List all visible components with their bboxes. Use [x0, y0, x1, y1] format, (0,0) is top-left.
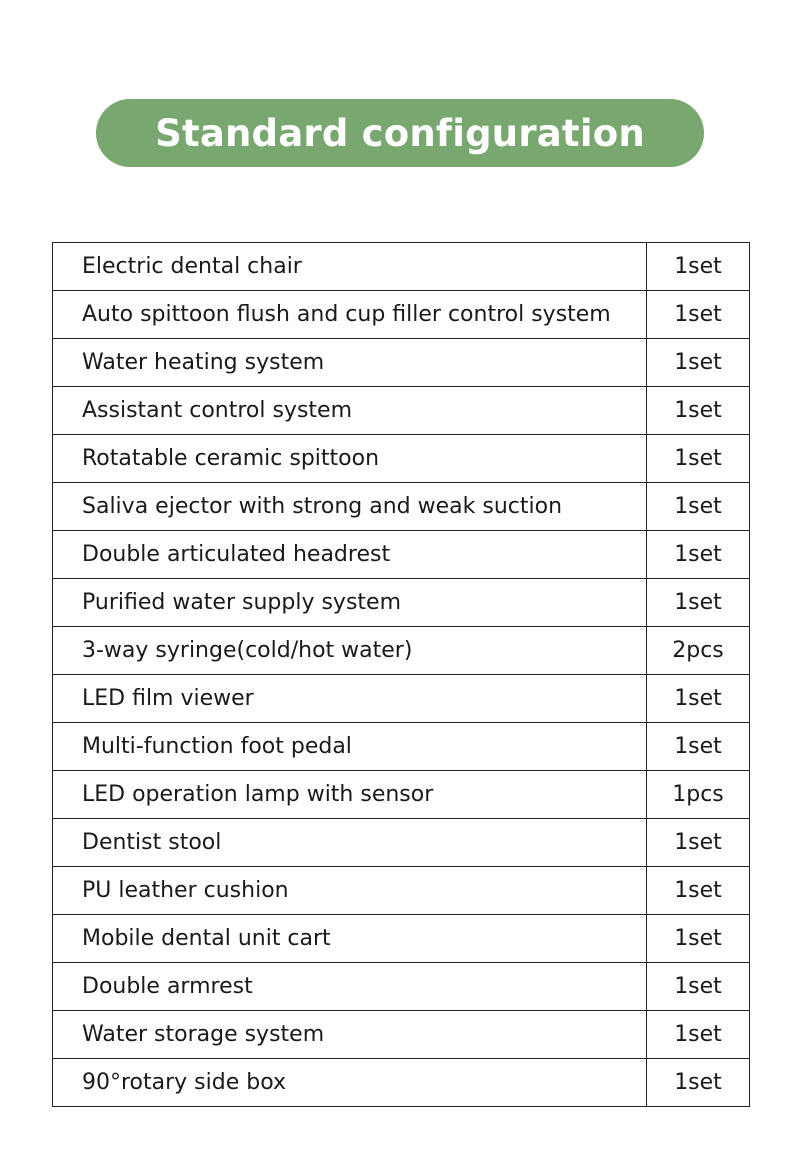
item-quantity: 1set [647, 291, 750, 339]
table-row [53, 483, 750, 531]
item-name: Assistant control system [53, 387, 647, 435]
item-name: Rotatable ceramic spittoon [53, 435, 647, 483]
table-row [53, 435, 750, 483]
item-quantity: 1set [647, 675, 750, 723]
item-quantity: 1set [647, 1059, 750, 1107]
item-name: Water storage system [53, 1011, 647, 1059]
item-quantity: 1pcs [647, 771, 750, 819]
table-row [53, 819, 750, 867]
item-quantity: 1set [647, 435, 750, 483]
item-name: Saliva ejector with strong and weak suction [53, 483, 647, 531]
item-quantity: 1set [647, 1011, 750, 1059]
table-row [53, 915, 750, 963]
item-name: 90°rotary side box [53, 1059, 647, 1107]
item-quantity: 1set [647, 531, 750, 579]
item-name: Dentist stool [53, 819, 647, 867]
item-quantity: 1set [647, 723, 750, 771]
item-quantity: 1set [647, 963, 750, 1011]
table-row [53, 531, 750, 579]
table-row [53, 675, 750, 723]
table-row [53, 963, 750, 1011]
table-row [53, 771, 750, 819]
item-quantity: 1set [647, 819, 750, 867]
item-name: Mobile dental unit cart [53, 915, 647, 963]
item-name: Auto spittoon flush and cup filler control system [53, 291, 647, 339]
item-quantity: 1set [647, 339, 750, 387]
table-row [53, 627, 750, 675]
table-row [53, 387, 750, 435]
page-title: Standard configuration [155, 111, 645, 155]
table-row [53, 723, 750, 771]
item-quantity: 1set [647, 387, 750, 435]
table-row [53, 1011, 750, 1059]
item-name: Electric dental chair [53, 243, 647, 291]
item-quantity: 1set [647, 243, 750, 291]
item-name: Double articulated headrest [53, 531, 647, 579]
table-row [53, 867, 750, 915]
item-name: LED operation lamp with sensor [53, 771, 647, 819]
item-quantity: 1set [647, 867, 750, 915]
table-row [53, 1059, 750, 1107]
item-quantity: 1set [647, 579, 750, 627]
item-quantity: 1set [647, 483, 750, 531]
item-quantity: 1set [647, 915, 750, 963]
item-quantity: 2pcs [647, 627, 750, 675]
item-name: Double armrest [53, 963, 647, 1011]
table-row [53, 291, 750, 339]
item-name: LED film viewer [53, 675, 647, 723]
table-row [53, 339, 750, 387]
item-name: Water heating system [53, 339, 647, 387]
item-name: 3-way syringe(cold/hot water) [53, 627, 647, 675]
table-row [53, 579, 750, 627]
item-name: Multi-function foot pedal [53, 723, 647, 771]
title-banner [96, 99, 704, 167]
table-row [53, 243, 750, 291]
item-name: Purified water supply system [53, 579, 647, 627]
configuration-table [52, 242, 750, 1107]
item-name: PU leather cushion [53, 867, 647, 915]
